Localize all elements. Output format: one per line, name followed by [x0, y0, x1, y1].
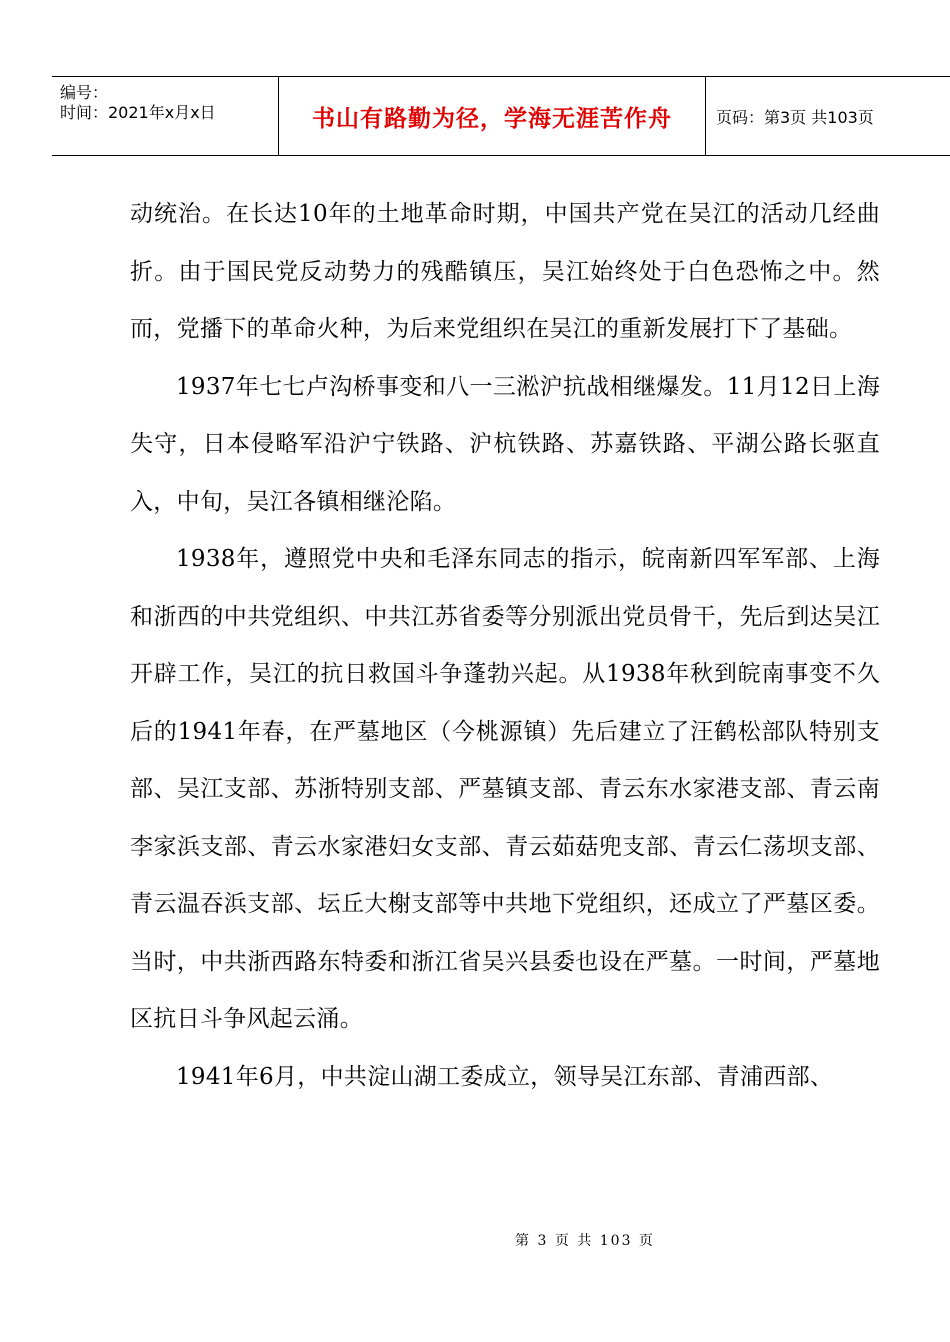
- document-body: [130, 186, 880, 1106]
- body-paragraph: 1937年七七卢沟桥事变和八一三淞沪抗战相继爆发。11月12日上海失守，日本侵略军沿沪宁铁路、沪杭铁路、苏嘉铁路、平湖公路长驱直入，中旬，吴江各镇相继沦陷。: [130, 373, 880, 515]
- body-paragraph: 动统治。在长达10年的土地革命时期，中国共产党在吴江的活动几经曲折。由于国民党反动势力的残酷镇压，吴江始终处于白色恐怖之中。然而，党播下的革命火种，为后来党组织在吴江的重新发展打下了基础。: [130, 201, 880, 342]
- header-page-info: 页码：第3页 共103页: [716, 107, 874, 127]
- header-meta-cell: [52, 77, 279, 155]
- body-paragraph: 1941年6月，中共淀山湖工委成立，领导吴江东部、青浦西部、: [176, 1063, 834, 1090]
- header-motto: 书山有路勤为径，学海无涯苦作舟: [279, 77, 706, 155]
- page-footer: 第 3 页 共 103 页: [515, 1233, 655, 1249]
- page-header: [52, 76, 950, 156]
- document-number-label: 编号：: [60, 83, 109, 102]
- document-time-label: 时间：2021年x月x日: [60, 103, 216, 122]
- body-paragraph: 1938年，遵照党中央和毛泽东同志的指示，皖南新四军军部、上海和浙西的中共党组织、中共江苏省委等分别派出党员骨干，先后到达吴江开辟工作，吴江的抗日救国斗争蓬勃兴起。从1938年秋到皖南事变不久后的1941年春，在严墓地区（今桃源镇）先后建立了汪鹤松部队特别支部、吴江支部、苏浙特别支部、严墓镇支部、青云东水家港支部、青云南李家浜支部、青云水家港妇女支部、青云茹菇兜支部、青云仁荡坝支部、青云温吞浜支部、坛丘大榭支部等中共地下党组织，还成立了严墓区委。当时，中共浙西路东特委和浙江省吴兴县委也设在严墓。一时间，严墓地区抗日斗争风起云涌。: [130, 546, 880, 1032]
